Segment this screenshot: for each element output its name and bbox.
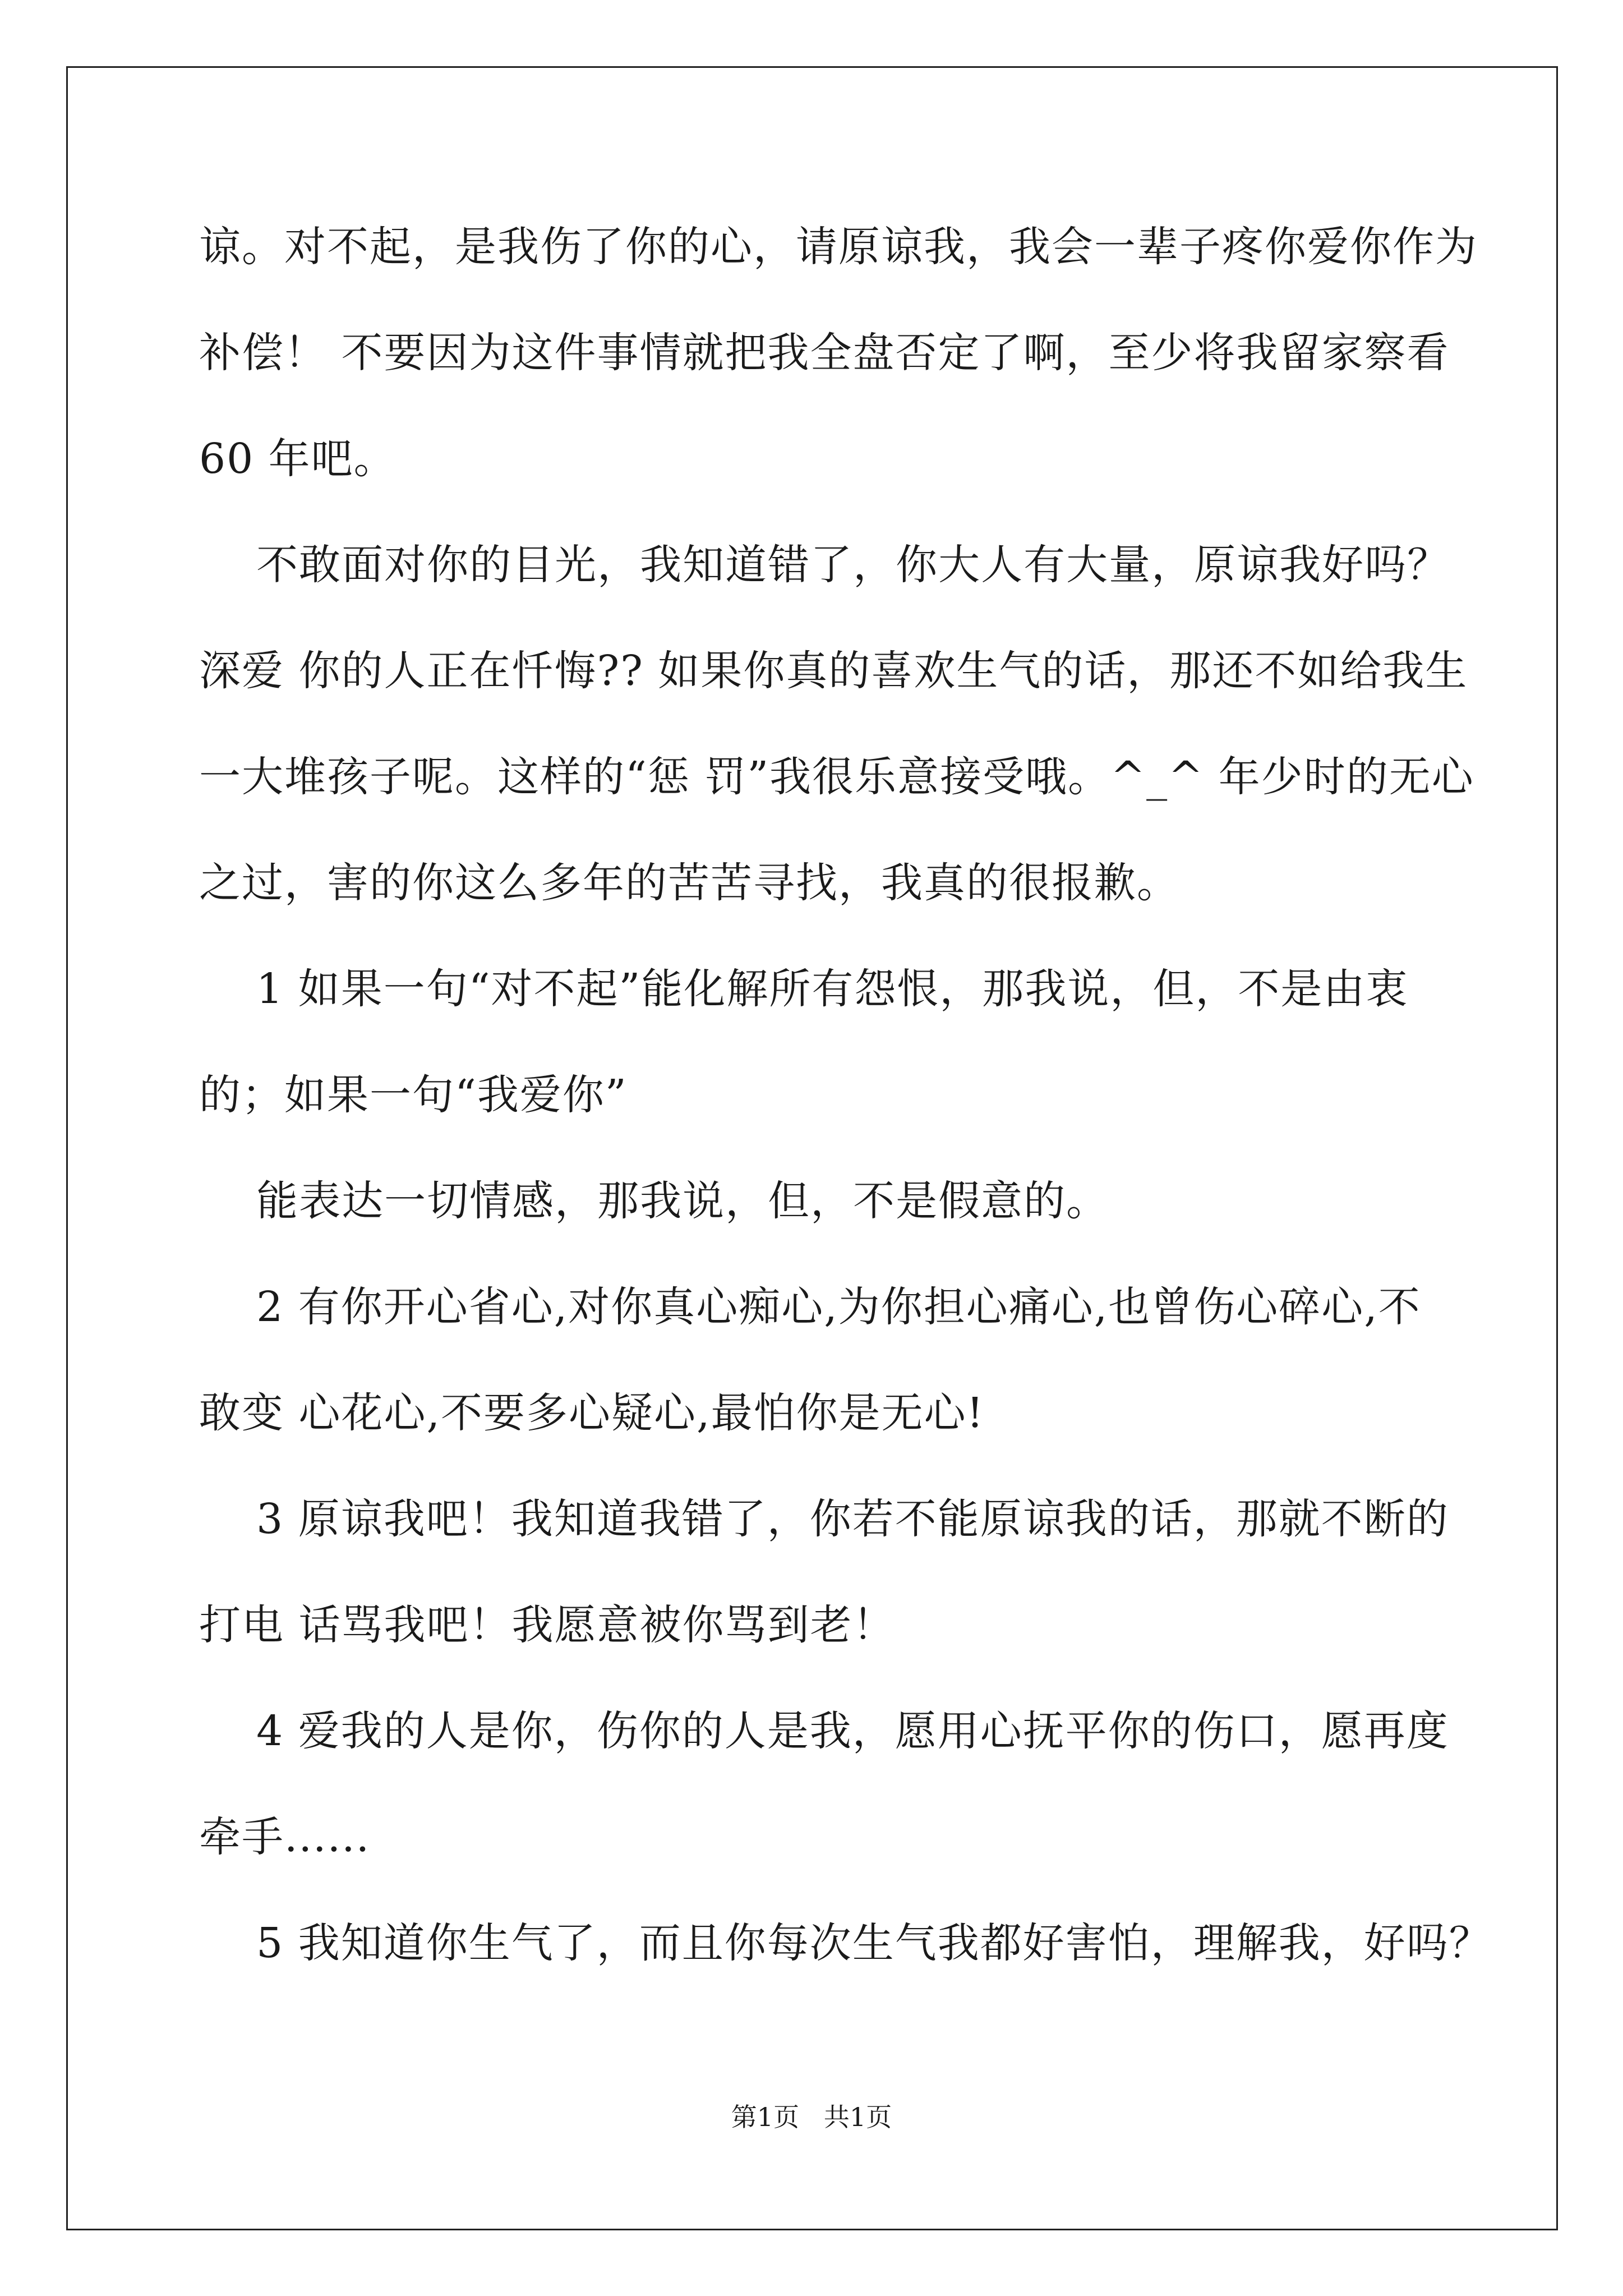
page-footer: 第1页 共1页 — [731, 2102, 892, 2132]
text-line: 3 原谅我吧！我知道我错了，你若不能原谅我的话，那就不断的 — [199, 1495, 1449, 1543]
text-line: 1 如果一句“对不起”能化解所有怨恨，那我说，但，不是由衷 — [199, 965, 1409, 1013]
text-line: 5 我知道你生气了，而且你每次生气我都好害怕，理解我，好吗？ — [199, 1919, 1492, 1967]
text-line: 60 年吧。 — [199, 435, 396, 483]
text-line: 牵手...... — [199, 1813, 371, 1861]
text-line: 的；如果一句“我爱你” — [199, 1071, 628, 1119]
text-line: 敢变 心花心,不要多心疑心,最怕你是无心! — [199, 1389, 985, 1437]
text-line: 谅。对不起，是我伤了你的心，请原谅我，我会一辈子疼你爱你作为 — [199, 223, 1478, 271]
text-line: 一大堆孩子呢。这样的“惩 罚”我很乐意接受哦。^_^ 年少时的无心 — [199, 753, 1474, 801]
text-line: 4 爱我的人是你，伤你的人是我，愿用心抚平你的伤口，愿再度 — [199, 1707, 1449, 1755]
text-line: 深爱 你的人正在忏悔?? 如果你真的喜欢生气的话，那还不如给我生 — [199, 647, 1468, 695]
text-line: 不敢面对你的目光，我知道错了，你大人有大量，原谅我好吗？ — [199, 541, 1450, 589]
text-line: 补偿！ 不要因为这件事情就把我全盘否定了啊，至少将我留家察看 — [199, 329, 1450, 377]
text-line: 打电 话骂我吧！我愿意被你骂到老！ — [199, 1601, 896, 1649]
text-line: 2 有你开心省心,对你真心痴心,为你担心痛心,也曾伤心碎心,不 — [199, 1283, 1421, 1331]
document-body — [199, 220, 1492, 2022]
text-line: 之过，害的你这么多年的苦苦寻找，我真的很报歉。 — [199, 859, 1179, 907]
text-line: 能表达一切情感，那我说，但，不是假意的。 — [199, 1177, 1109, 1225]
